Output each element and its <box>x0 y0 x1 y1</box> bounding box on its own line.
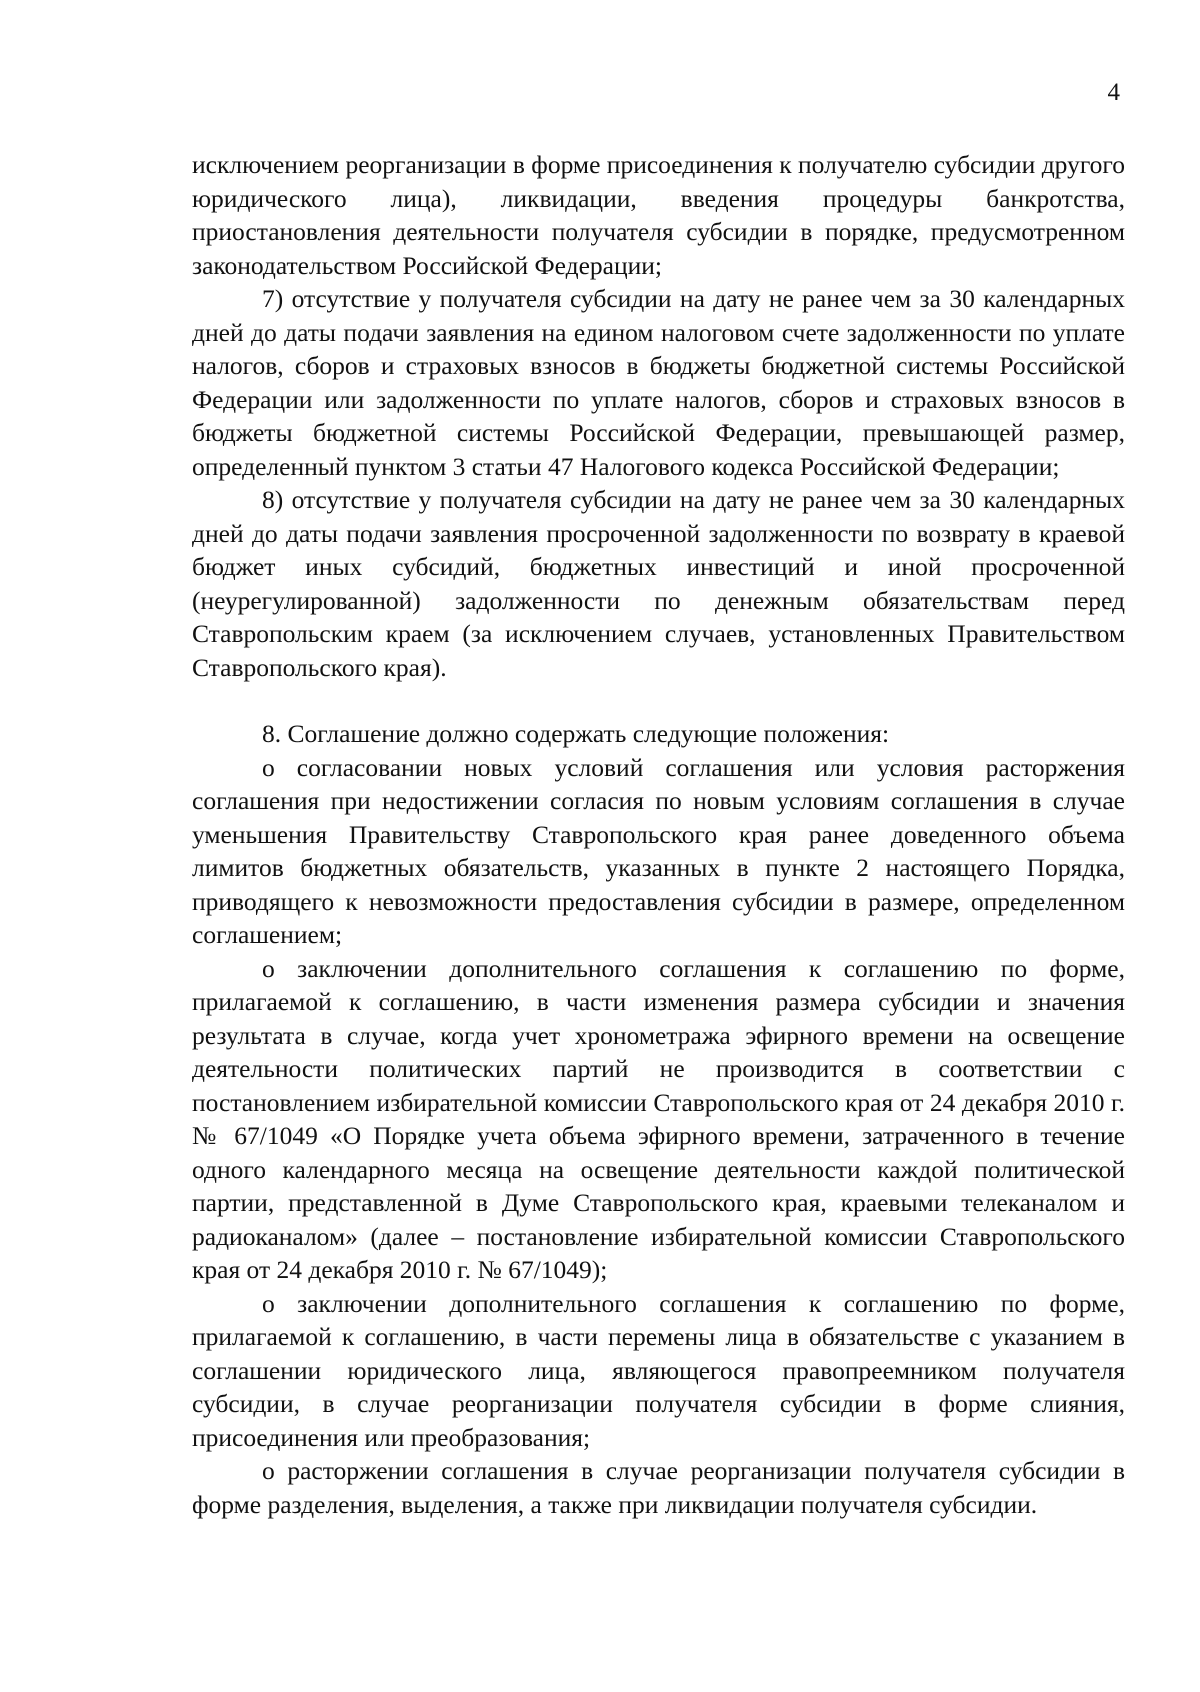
paragraph-item-7: 7) отсутствие у получателя субсидии на дату не ранее чем за 30 календарных дней до даты подачи заявления на едином налоговом счете задолженности по уплате налогов, сборов и страховых взносов в бюджеты бюджетной системы Российской Федерации или задолженности по уплате налогов, сборов и страховых взносов в бюджеты бюджетной системы Российской Федерации, превышающей размер, определенный пунктом 3 статьи 47 Налогового кодекса Российской Федерации; <box>192 284 1125 481</box>
provision-subsidy-size-change: о заключении дополнительного соглашения к соглашению по форме, прилагаемой к соглашению, в части изменения размера субсидии и значения результата в случае, когда учет хронометража эфирного времени на освещение деятельности политических партий не производится в соответствии с постановлением избирательной комиссии Ставропольского края от 24 декабря 2010 г. № 67/1049 «О Порядке учета объема эфирного времени, затраченного в течение одного календарного месяца на освещение деятельности каждой политической партии, представленной в Думе Ставропольского края, краевыми телеканалом и радиоканалом» (далее – постановление избирательной комиссии Ставропольского края от 24 декабря 2010 г. № 67/1049); <box>192 953 1125 1284</box>
provision-party-change: о заключении дополнительного соглашения к соглашению по форме, прилагаемой к соглашению, в части перемены лица в обязательстве с указанием в соглашении юридического лица, являющегося правопреемником получателя субсидии, в случае реорганизации получателя субсидии в форме слияния, присоединения или преобразования; <box>192 1288 1125 1452</box>
paragraph-continuation: исключением реорганизации в форме присоединения к получателю субсидии другого юридического лица), ликвидации, введения процедуры банкротства, приостановления деятельности получателя субсидии в порядке, предусмотренном законодательством Российской Федерации; <box>192 150 1125 280</box>
page-number: 4 <box>1107 79 1120 106</box>
section-spacer <box>192 684 1125 717</box>
provision-new-conditions: о согласовании новых условий соглашения или условия расторжения соглашения при недостижении согласия по новым условиям соглашения в случае уменьшения Правительству Ставропольского края ранее доведенного объема лимитов бюджетных обязательств, указанных в пункте 2 настоящего Порядка, приводящего к невозможности предоставления субсидии в размере, определенном соглашением; <box>192 752 1125 949</box>
document-body <box>192 148 1125 1521</box>
paragraph-item-8: 8) отсутствие у получателя субсидии на дату не ранее чем за 30 календарных дней до даты подачи заявления просроченной задолженности по возврату в краевой бюджет иных субсидий, бюджетных инвестиций и иной просроченной (неурегулированной) задолженности по денежным обязательствам перед Ставропольским краем (за исключением случаев, установленных Правительством Ставропольского края). <box>192 485 1125 682</box>
provision-termination: о расторжении соглашения в случае реорганизации получателя субсидии в форме разделения, выделения, а также при ликвидации получателя субсидии. <box>192 1456 1125 1519</box>
section-8-heading: 8. Соглашение должно содержать следующие положения: <box>262 719 890 748</box>
